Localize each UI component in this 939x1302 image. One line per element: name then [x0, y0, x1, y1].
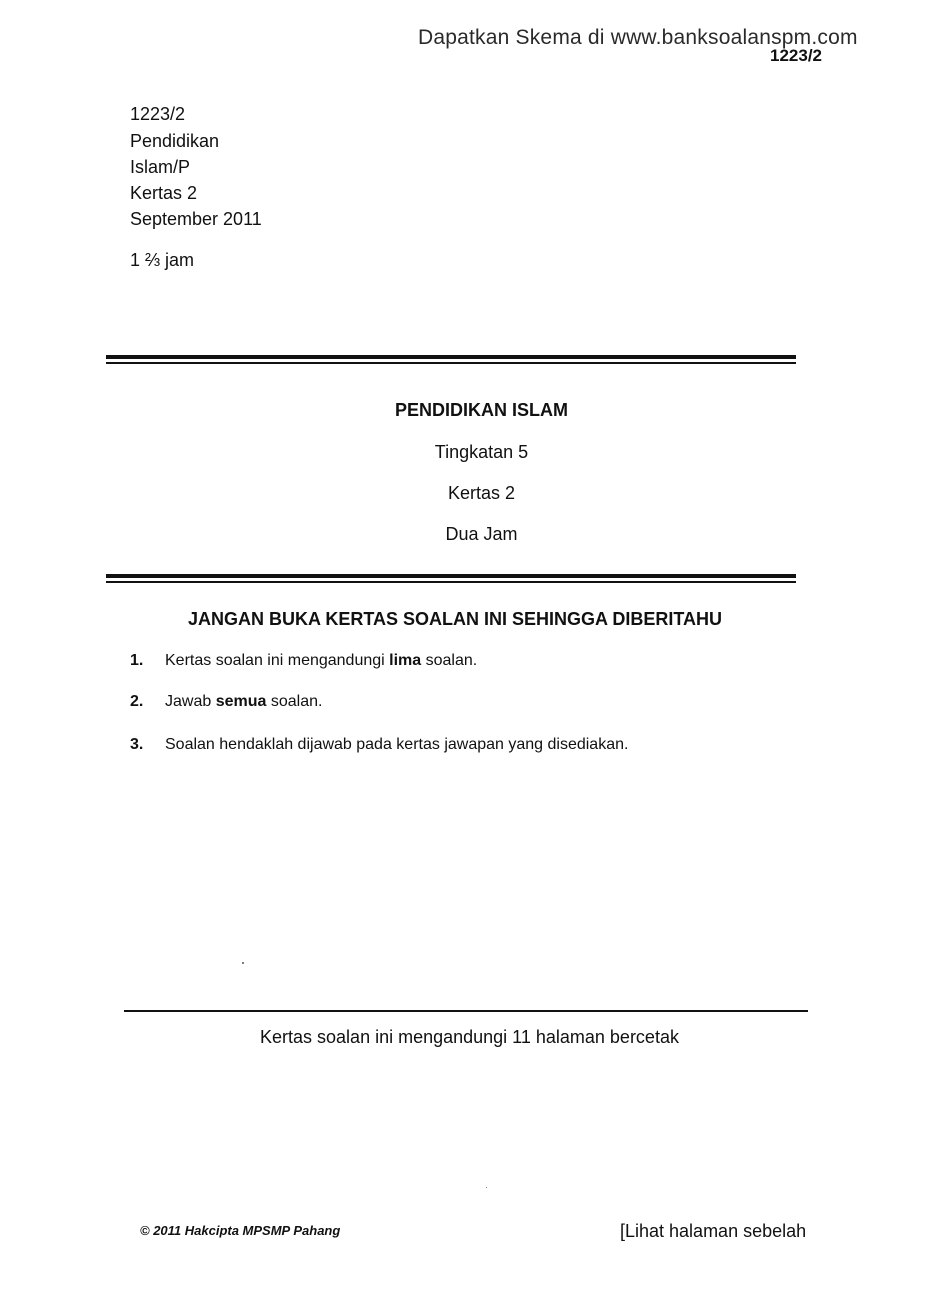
instruction-item	[165, 693, 322, 711]
instructions-heading: JANGAN BUKA KERTAS SOALAN INI SEHINGGA DIBERITAHU	[188, 609, 723, 629]
bottom-rule-thick	[106, 574, 796, 578]
exam-duration: 1 ⅔ jam	[130, 250, 195, 270]
instruction-item	[165, 652, 477, 670]
instruction-text: Kertas soalan ini mengandungi	[165, 652, 390, 669]
form-level: Tingkatan 5	[434, 442, 529, 462]
exam-date: September 2011	[130, 209, 262, 229]
instruction-number: 3.	[130, 736, 144, 753]
scan-speck	[486, 1187, 487, 1188]
instruction-text: Soalan hendaklah dijawab pada kertas jawapan yang disediakan.	[165, 736, 629, 753]
instruction-text: Jawab	[165, 693, 216, 710]
instruction-number: 2.	[130, 693, 144, 710]
footer-rule	[124, 1010, 808, 1012]
instruction-emphasis: semua	[215, 693, 267, 710]
subject-line-2: Islam/P	[130, 157, 191, 177]
top-rule-thin	[106, 362, 796, 364]
instruction-emphasis: lima	[389, 652, 422, 669]
instruction-text: soalan.	[266, 693, 323, 710]
bottom-rule-thin	[106, 581, 796, 583]
watermark-text: Dapatkan Skema di www.banksoalanspm.com	[418, 26, 858, 49]
paper-label: Kertas 2	[447, 483, 516, 503]
instruction-number: 1.	[130, 652, 144, 669]
instruction-item	[165, 736, 628, 754]
copyright-notice: © 2011 Hakcipta MPSMP Pahang	[140, 1223, 341, 1238]
page-count-note: Kertas soalan ini mengandungi 11 halaman bercetak	[260, 1027, 679, 1047]
paper-number: Kertas 2	[130, 183, 198, 203]
next-page-note: [Lihat halaman sebelah	[620, 1221, 807, 1241]
subject-title: PENDIDIKAN ISLAM	[394, 400, 568, 420]
subject-line-1: Pendidikan	[130, 131, 220, 151]
scan-speck	[242, 962, 244, 964]
top-rule-thick	[106, 355, 796, 359]
time-allowed: Dua Jam	[445, 524, 518, 544]
instruction-text: soalan.	[421, 652, 478, 669]
paper-code: 1223/2	[130, 104, 186, 124]
paper-code-right: 1223/2	[770, 46, 822, 65]
